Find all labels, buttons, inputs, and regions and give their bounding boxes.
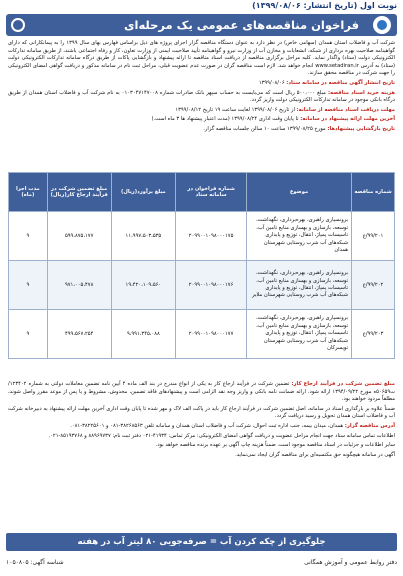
footer-address bbox=[8, 423, 395, 431]
guarantee-amount: ۹۷۱،۰۰۵،۴۷۸ bbox=[47, 261, 111, 310]
footer-other-info bbox=[8, 442, 395, 450]
emblem-icon bbox=[11, 18, 25, 32]
point-document-deadline bbox=[8, 107, 395, 115]
point-text: از تاریخ ۱۳۹۹/۰۸/۰۶ لغایت ساعت ۱۹ تاریخ ۱۳۹۹/۰۸/۱۲ bbox=[175, 106, 295, 113]
point-label: تاریخ بازگشایی پیشنهادها: bbox=[327, 125, 395, 132]
table-row bbox=[9, 212, 395, 261]
notice-body bbox=[8, 40, 395, 136]
tender-subject: برونسپاری راهبری، بهره‌برداری، نگهداشت، توسعه، بازسازی و بهسازی منابع تامین آب، تاسیسات پمپاژ، انتقال، توزیع و پایداری شبکه‌های آب شرب روستایی شهرستان تویسرکان bbox=[247, 310, 352, 359]
col-subject: موضوع bbox=[247, 173, 352, 212]
footer-guarantee-delivery bbox=[8, 406, 395, 421]
footer-text: همدان، میدان بیمه، جنب اداره ثبت احوال، شرکت آب و فاضلاب استان همدان و سامانه تلفن ۳۸۲۶۸۵۶۳-۰۸۱ و ۳۸۲۲۵۶۰۱-۰۸۱. bbox=[70, 422, 344, 429]
point-text: ۱۳۹۹/۰۸/۰۶ bbox=[258, 79, 285, 86]
setad-no: ۲۰۹۹۰۰۱۰۹۸۰۰۰۱۷۷ bbox=[176, 310, 247, 359]
duration: ۹ bbox=[9, 212, 48, 261]
point-document-fee bbox=[8, 90, 395, 105]
publication-date: نوبت اول (تاریخ انتشار: ۱۳۹۹/۰۸/۰۶) bbox=[252, 1, 397, 10]
tender-no: ۹۹/۲۰۲/ع bbox=[352, 261, 395, 310]
footer-text: سایر اطلاعات و جزئیات در اسناد مناقصه موجود است. ضمناً هزینه چاپ آگهی بر عهده برنده مناقصه خواهد بود. bbox=[155, 442, 395, 449]
table-header-row bbox=[9, 173, 395, 212]
duration: ۹ bbox=[9, 310, 48, 359]
tenders-table bbox=[8, 172, 395, 359]
setad-no: ۲۰۹۹۰۰۱۰۹۸۰۰۰۱۷۵ bbox=[176, 212, 247, 261]
intro-paragraph: شرکت آب و فاضلاب استان همدان (سهامی خاص) در نظر دارد به عنوان دستگاه مناقصه گزار اجرای پروژه های ذیل براساس فهارس بهای سال ۱۳۹۹ را به پیمانکارانی که دارای گواهینامه صلاحیت بهره برداری از شبکه، انشعابات و مخازن آب از وزارت نیرو و گواهینامه تأیید صلاحیت ایمنی از وزارت تعاون، کار و رفاه اجتماعی باشند، از طریق سامانه تدارکات الکترونیکی دولت (ستاد) واگذار نماید. کلیه مراحل برگزاری مناقصه از دریافت اسناد مناقصه تا ارائه پیشنهاد و بازگشایی پاکات از طریق درگاه سامانه تدارکات الکترونیکی دولت (ستاد) به آدرس www.setadiran.ir انجام خواهد شد. لازم است مناقصه گران در صورت عدم عضویت قبلی، مراحل ثبت نام در سامانه مذکور و دریافت گواهی امضای الکترونیکی را جهت شرکت در مناقصه محقق سازند. bbox=[8, 40, 396, 77]
footer-setad-contact bbox=[8, 433, 395, 441]
estimate-amount: ۹،۹۹۱،۳۴۵،۰۸۸ bbox=[111, 310, 176, 359]
tender-subject: برونسپاری راهبری، بهره‌برداری، نگهداشت، توسعه، بازسازی و بهسازی منابع تامین آب، تاسیسات پمپاژ، انتقال، توزیع و پایداری شبکه‌های آب شرب روستایی شهرستان ملایر bbox=[247, 261, 352, 310]
col-duration: مدت اجرا (ماه) bbox=[9, 173, 48, 212]
point-label: آخرین مهلت ارائه پیشنهاد در سامانه: bbox=[300, 116, 395, 123]
duration: ۹ bbox=[9, 261, 48, 310]
footer-label: آدرس مناقصه گزار: bbox=[344, 422, 395, 429]
public-relations-office: دفتر روابط عمومی و آموزش همگانی bbox=[304, 559, 397, 566]
point-publish-date bbox=[8, 80, 395, 88]
footer-label: مبلغ تضمین شرکت در فرآیند ارجاع کار: bbox=[291, 381, 395, 387]
guarantee-amount: ۴۹۹،۵۶۷،۲۵۴ bbox=[47, 310, 111, 359]
footer-text: اطلاعات تماس سامانه ستاد جهت انجام مراحل عضویت و دریافت گواهی امضای الکترونیکی: مرکز تماس: ۴۱۹۳۴-۰۲۱ دفتر ثبت نام: ۸۸۹۶۹۷۳۷ و ۸۵۱۹۳۷۶۸-۰۲۱. bbox=[48, 432, 395, 439]
water-saving-banner: جلوگیری از چکه کردن آب = صرفه‌جویی ۸۰ لیتر آب در هفته bbox=[6, 533, 397, 551]
point-label: مهلت دریافت اسناد مناقصه از سامانه: bbox=[296, 106, 395, 113]
estimate-amount: ۱۱،۹۹۷،۵۰۳،۵۳۵ bbox=[111, 212, 176, 261]
table-row bbox=[9, 310, 395, 359]
col-tender-no: شماره مناقصه bbox=[352, 173, 395, 212]
notice-id: شناسه آگهی: ۱۰۵۰۸۰۵ bbox=[6, 559, 64, 566]
point-offer-deadline bbox=[8, 116, 395, 124]
col-estimate: مبلغ برآورد(ریال) bbox=[111, 173, 176, 212]
notice-header bbox=[6, 14, 397, 36]
guarantee-amount: ۵۹۹،۸۷۵،۱۷۷ bbox=[47, 212, 111, 261]
tender-subject: برونسپاری راهبری، بهره‌برداری، نگهداشت، توسعه، بازسازی و بهسازی منابع تامین آب، تاسیسات پمپاژ، انتقال، توزیع و پایداری شبکه‌های آب شرب روستایی شهرستان همدان bbox=[247, 212, 352, 261]
point-text: تا پایان وقت اداری ۱۳۹۹/۰۸/۲۴ (مدت اعتبار پیشنهاد ها ۳ ماه است.) bbox=[151, 116, 299, 123]
footer-text: تضمین شرکت در فرآیند ارجاع کار به یکی از انواع مندرج در بند الف ماده ۴ آیین نامه تضمین معاملات دولتی به شماره ۱۲۳۴۰۲/ت۵۰۶۵۹ه مورخ ۱۳۹۴/۰۹/۲۲ ارائه شود. ارائه ضمانت نامه بانکی و واریز وجه نقد الزامی است و پیشنهادهای فاقد تضمین، مخدوش، مشروط و یا پس از موعد مقرر واصل شوند، مطلقاً مردود خواهند بود. bbox=[8, 381, 395, 403]
notice-footer bbox=[8, 381, 395, 461]
tender-no: ۹۹/۲۰۱/ع bbox=[352, 212, 395, 261]
setad-no: ۲۰۹۹۰۰۱۰۹۸۰۰۰۱۷۶ bbox=[176, 261, 247, 310]
estimate-amount: ۱۹،۴۲۰،۱۰۹،۵۶۰ bbox=[111, 261, 176, 310]
footer-text: آگهی در سامانه هیچگونه حق مکتسبه‌ای برای مناقصه گران ایجاد نمی‌نماید. bbox=[235, 451, 395, 458]
table-row bbox=[9, 261, 395, 310]
page-title: فراخوان مناقصه‌های عمومی یک مرحله‌ای bbox=[123, 18, 359, 32]
tender-no: ۹۹/۲۰۳/ع bbox=[352, 310, 395, 359]
footer-text: ضمناً علاوه بر بارگذاری اسناد در سامانه، اصل تضمین شرکت در فرآیند ارجاع کار باید در پاکت الف لاک و مهر شده تا پایان وقت اداری آخرین مهلت ارائه پیشنهاد به دبیرخانه شرکت آب و فاضلاب استان همدان تحویل و رسید دریافت گردد. bbox=[8, 405, 395, 420]
col-guarantee: مبلغ تضمین شرکت در فرآیند ارجاع کار(ریال) bbox=[47, 173, 111, 212]
footer-disclaimer bbox=[8, 452, 395, 460]
col-setad-no: شماره فراخوان در سامانه ستاد bbox=[176, 173, 247, 212]
point-text: مورخ ۱۳۹۹/۰۸/۲۵ ساعت ۱۰ سالن جلسات مناقصه گزار. bbox=[203, 125, 326, 132]
footer-guarantee bbox=[8, 381, 395, 404]
point-label: هزینه خرید اسناد مناقصه: bbox=[327, 89, 395, 96]
water-company-logo-icon bbox=[373, 16, 391, 34]
point-opening-date bbox=[8, 126, 395, 134]
bottom-bar bbox=[6, 556, 397, 570]
point-label: تاریخ انتشار آگهی مناقصه در سامانه ستاد: bbox=[286, 79, 395, 86]
point-text: مبلغ ۵۰۰،۰۰۰ ریال است که می‌بایست به حساب سپهر بانک صادرات شماره ۰۱۰۳۰۴۷۱۴۷۰۰۸ به نام شرکت آب و فاضلاب استان همدان از طریق درگاه بانکی موجود در سامانه تدارکات الکترونیکی دولت واریز گردد. bbox=[8, 89, 395, 104]
